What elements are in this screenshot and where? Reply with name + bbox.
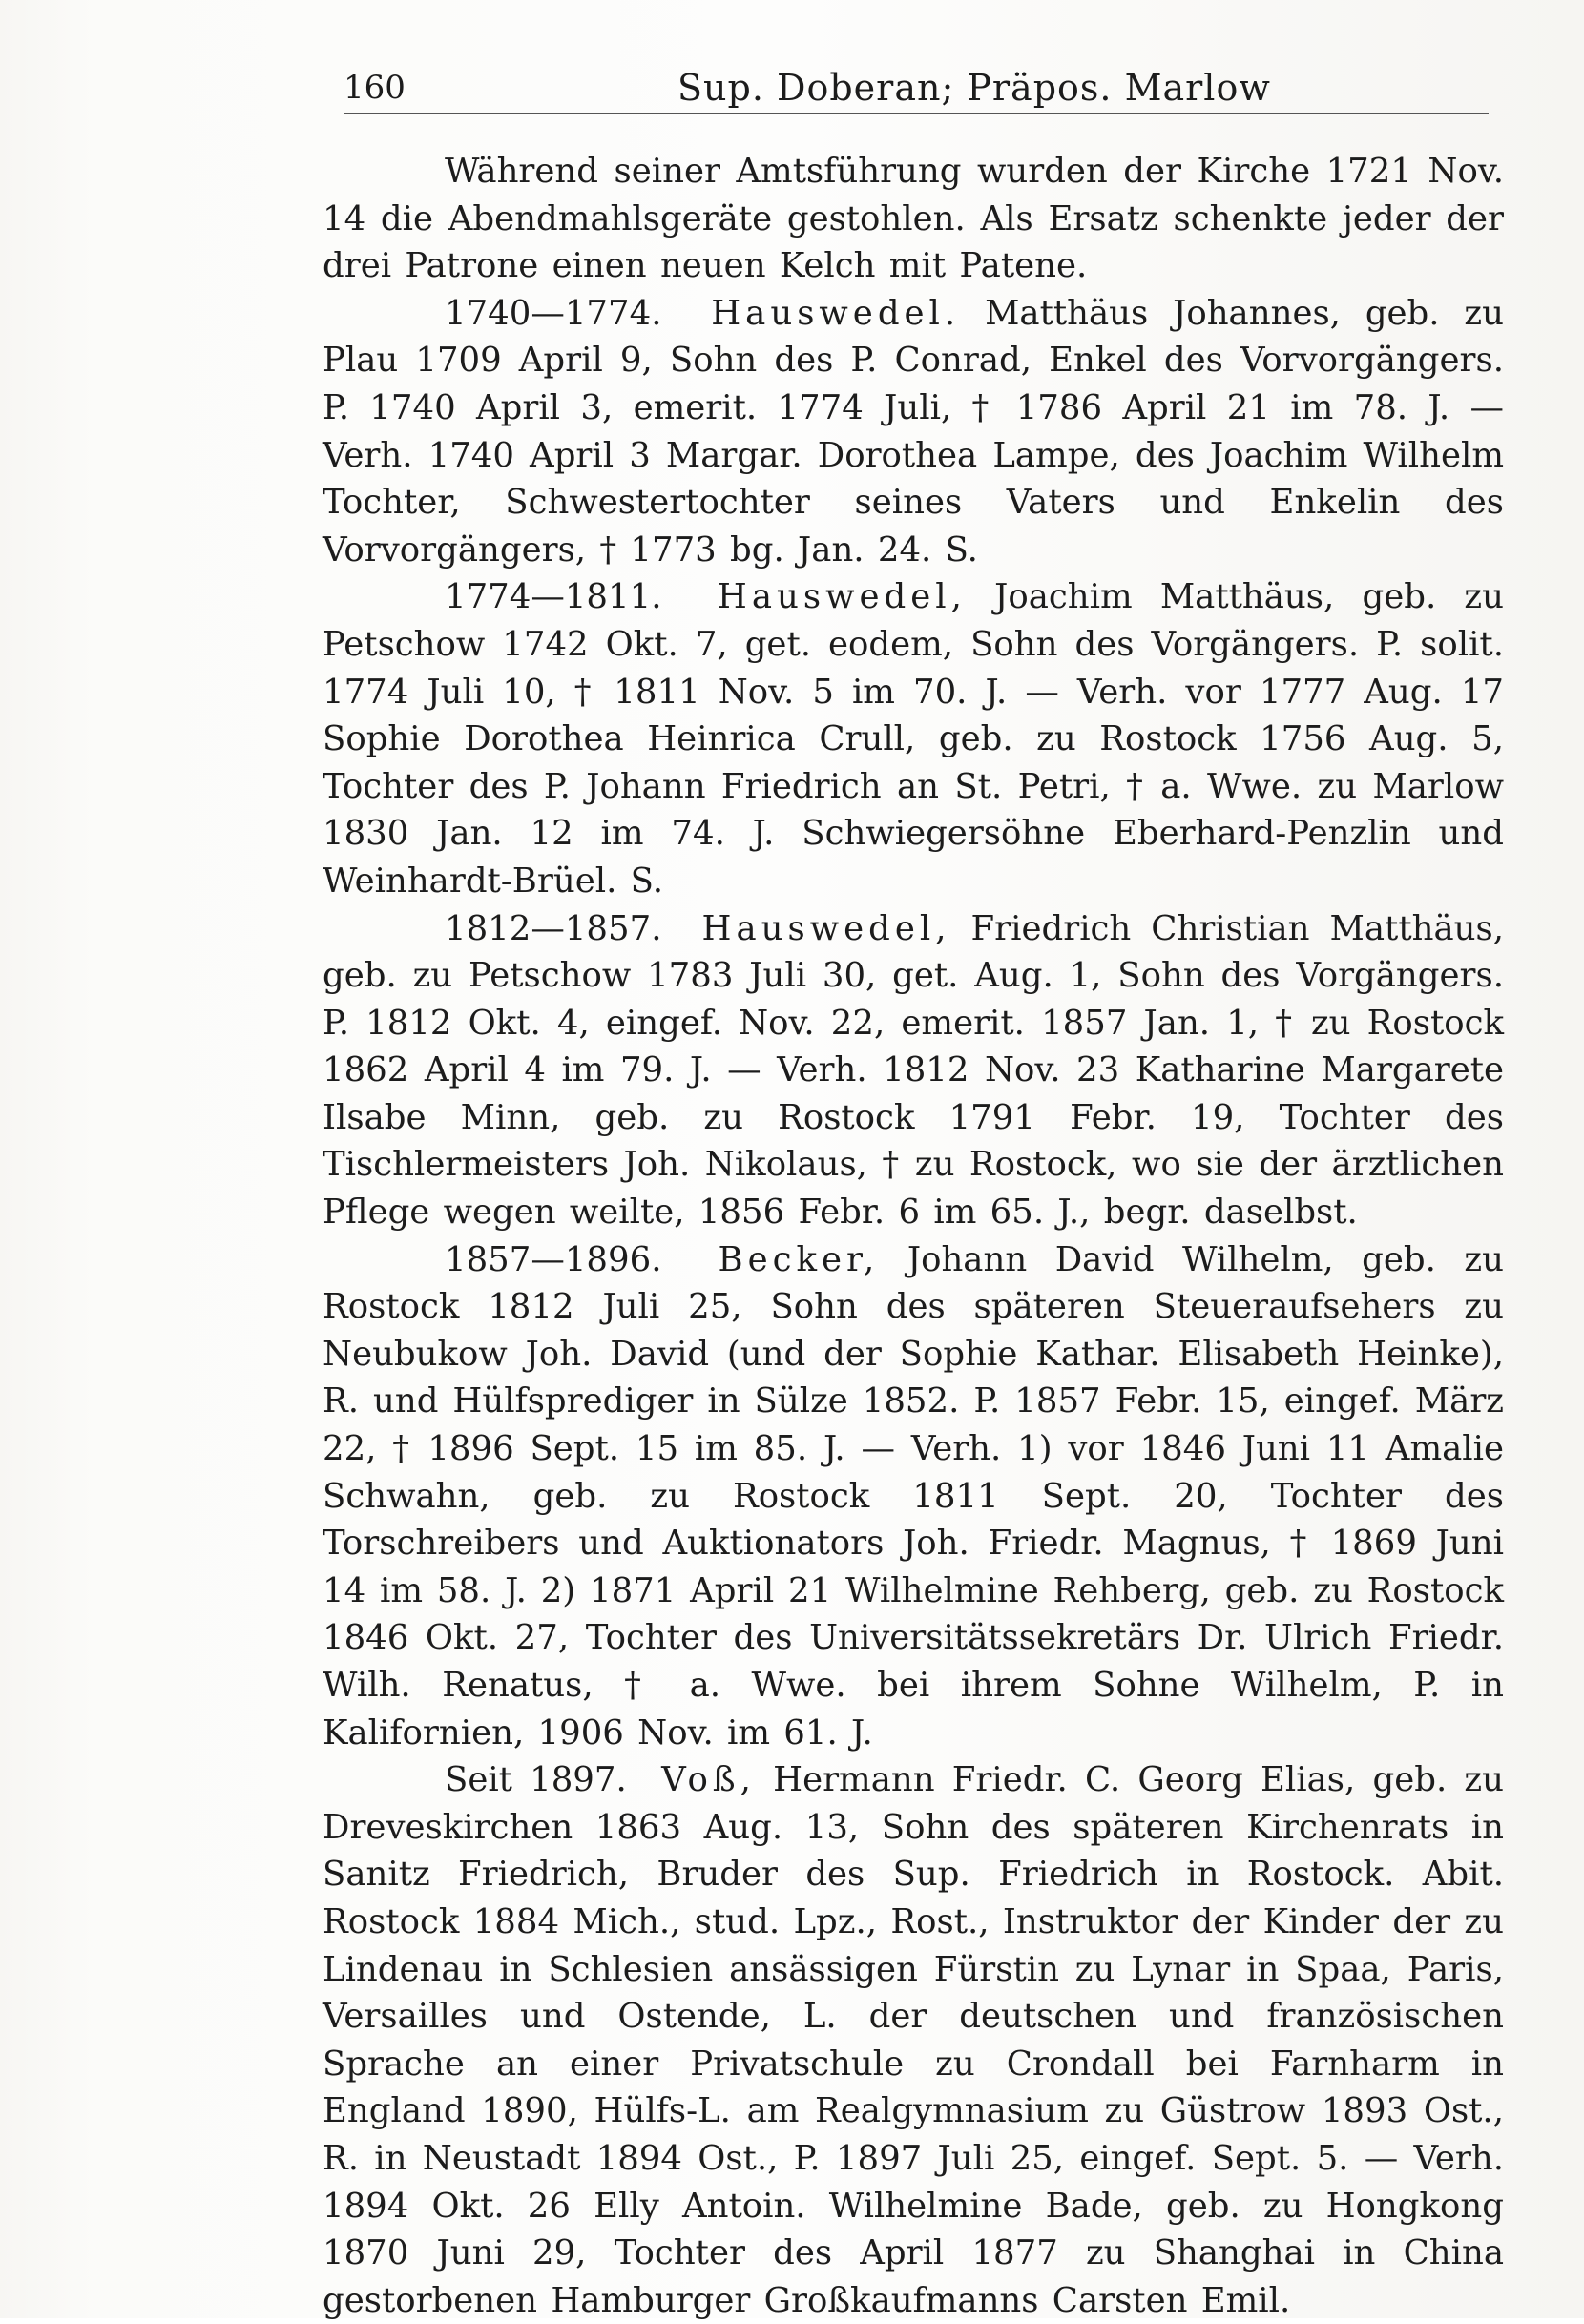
paragraph-entry-1774 — [323, 573, 1504, 904]
entry-text: Johann David Wilhelm, geb. zu Rostock 1812 Juli 25, Sohn des späteren Steueraufsehers zu Neubukow Joh. David (und der Sophie Kathar. Elisabeth Heinke), R. und Hülfsprediger in Sülze 1852. P. 1857 Febr. 15, eingef. März 22, † 1896 Sept. 15 im 85. J. — Verh. 1) vor 1846 Juni 11 Amalie Schwahn, geb. zu Rostock 1811 Sept. 20, Tochter des Torschreibers und Auktionators Joh. Friedr. Magnus, † 1869 Juni 14 im 58. J. 2) 1871 April 21 Wilhelmine Rehberg, geb. zu Rostock 1846 Okt. 27, Tochter des Universitätssekretärs Dr. Ulrich Friedr. Wilh. Renatus, † a. Wwe. bei ihrem Sohne Wilhelm, P. in Kalifornien, 1906 Nov. im 61. J. — [323, 1239, 1504, 1753]
paragraph-entry-1740 — [323, 290, 1504, 574]
page-number: 160 — [344, 69, 406, 107]
body-text — [323, 148, 1504, 2324]
entry-text: Matthäus Johannes, geb. zu Plau 1709 April 9, Sohn des P. Conrad, Enkel des Vorvorgängers. P. 1740 April 3, emerit. 1774 Juli, † 1786 April 21 im 78. J. — Verh. 1740 April 3 Margar. Dorothea Lampe, des Joachim Wilhelm Tochter, Schwestertochter seines Vaters und Enkelin des Vorvorgängers, † 1773 bg. Jan. 24. S. — [323, 293, 1504, 570]
entry-text: Joachim Matthäus, geb. zu Petschow 1742 Okt. 7, get. eodem, Sohn des Vorgängers. P. solit. 1774 Juli 10, † 1811 Nov. 5 im 70. J. — Verh. vor 1777 Aug. 17 Sophie Dorothea Heinrica Crull, geb. zu Rostock 1756 Aug. 5, Tochter des P. Johann Friedrich an St. Petri, † a. Wwe. zu Marlow 1830 Jan. 12 im 74. J. Schwiegersöhne Eberhard-Penzlin und Weinhardt-Brüel. S. — [323, 577, 1504, 901]
entry-period: 1812—1857. — [445, 908, 662, 948]
entry-surname: Voß, — [661, 1760, 756, 1800]
entry-surname: Hauswedel, — [701, 908, 951, 948]
paragraph-entry-1812 — [323, 905, 1504, 1236]
entry-period: 1857—1896. — [445, 1239, 662, 1279]
entry-period: 1774—1811. — [445, 577, 662, 617]
page-header — [344, 65, 1489, 132]
header-rule — [344, 113, 1489, 114]
entry-period: 1740—1774. — [445, 293, 662, 333]
entry-surname: Hauswedel. — [711, 293, 961, 333]
entry-surname: Becker, — [718, 1239, 880, 1279]
entry-text: Hermann Friedr. C. Georg Elias, geb. zu Dreveskirchen 1863 Aug. 13, Sohn des späteren Kirchenrats in Sanitz Friedrich, Bruder des Sup. Friedrich in Rostock. Abit. Rostock 1884 Mich., stud. Lpz., Rost., Instruktor der Kinder der zu Lindenau in Schlesien ansässigen Fürstin zu Lynar in Spaa, Paris, Versailles und Ostende, L. der deutschen und französischen Sprache an einer Privatschule zu Crondall bei Farnharm in England 1890, Hülfs-L. am Realgymnasium zu Güstrow 1893 Ost., R. in Neustadt 1894 Ost., P. 1897 Juli 25, eingef. Sept. 5. — Verh. 1894 Okt. 26 Elly Antoin. Wilhelmine Bade, geb. zu Hongkong 1870 Juni 29, Tochter des April 1877 zu Shanghai in China gestorbenen Hamburger Großkaufmanns Carsten Emil. — [323, 1760, 1504, 2320]
entry-surname: Hauswedel, — [717, 577, 967, 617]
paragraph-text: Während seiner Amtsführung wurden der Kirche 1721 Nov. 14 die Abendmahlsgeräte gestohlen. Als Ersatz schenkte jeder der drei Patrone einen neuen Kelch mit Patene. — [323, 152, 1504, 286]
paragraph-entry-1897 — [323, 1756, 1504, 2324]
paragraph-entry-1857 — [323, 1236, 1504, 1757]
entry-text: Friedrich Christian Matthäus, geb. zu Petschow 1783 Juli 30, get. Aug. 1, Sohn des Vorgängers. P. 1812 Okt. 4, eingef. Nov. 22, emerit. 1857 Jan. 1, † zu Rostock 1862 April 4 im 79. J. — Verh. 1812 Nov. 23 Katharine Margarete Ilsabe Minn, geb. zu Rostock 1791 Febr. 19, Tochter des Tischlermeisters Joh. Nikolaus, † zu Rostock, wo sie der ärztlichen Pflege wegen weilte, 1856 Febr. 6 im 65. J., begr. daselbst. — [323, 908, 1504, 1233]
paragraph-intro — [323, 148, 1504, 290]
entry-period: Seit 1897. — [445, 1760, 627, 1800]
running-head: Sup. Doberan; Präpos. Marlow — [677, 67, 1271, 109]
